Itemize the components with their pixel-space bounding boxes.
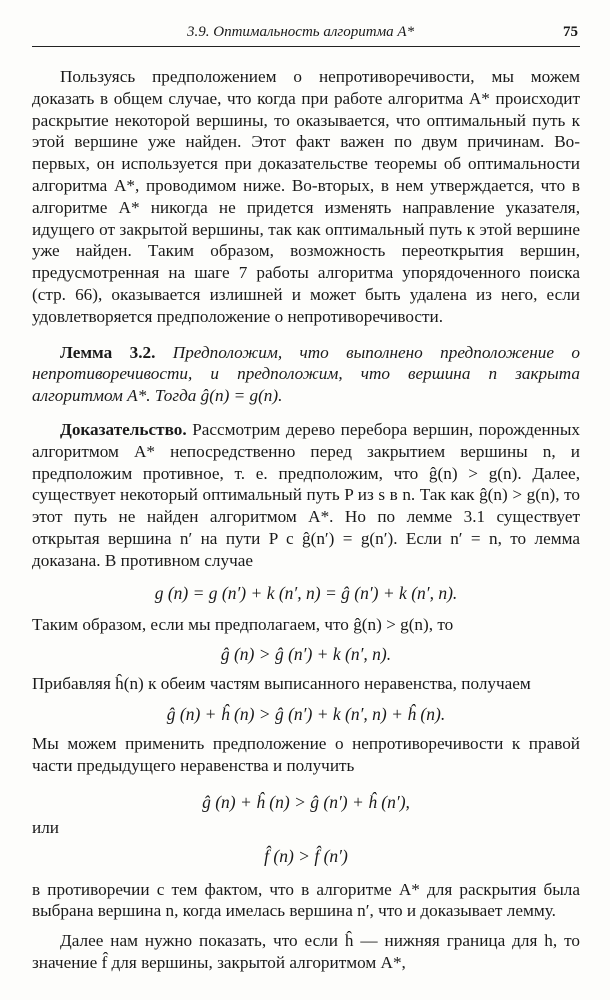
text-apply-consistency: Мы можем применить предположение о непротиворечивости к правой части предыдущего неравенства и получить — [32, 734, 580, 775]
page-number: 75 — [563, 24, 578, 40]
proof-label: Доказательство. — [60, 419, 187, 439]
text-or: или — [32, 817, 59, 837]
lemma-statement: Предположим, что выполнено предположение о непротиворечивости, и предположим, что вершина n закрыта алгоритмом A*. Тогда ĝ(n) = g(n). — [32, 342, 580, 406]
equation-4: ĝ (n) + ĥ (n) > ĝ (n′) + ĥ (n′), — [202, 791, 410, 812]
equation-5: f̂ (n) > f̂ (n′) — [264, 845, 348, 866]
equation-1: g (n) = g (n′) + k (n′, n) = ĝ (n′) + k (n′, n). — [154, 582, 458, 603]
text-next-step: Далее нам нужно показать, что если ĥ — нижняя граница для h, то значение f̂ для вершины, закрытой алгоритмом A*, — [32, 931, 580, 972]
proof-text: Рассмотрим дерево перебора вершин, порожденных алгоритмом A* непосредственно перед закрытием вершины n, и предположим противное, т. е. предположим, что ĝ(n) > g(n). Далее, существует некоторый оптимальный путь P из s в n. Так как ĝ(n) > g(n), то этот путь не найден алгоритмом A*. Но по лемме 3.1 существует открытая вершина n′ на пути P с ĝ(n′) = g(n′). Если n′ = n, то лемма доказана. В противном случае — [32, 419, 580, 570]
lemma-3-2 — [32, 342, 580, 407]
text-contradiction: в противоречии с тем фактом, что в алгоритме A* для раскрытия была выбрана вершина n, когда имелась вершина n′, что и доказывает лемму. — [32, 879, 580, 921]
running-header — [32, 24, 580, 47]
equation-3: ĝ (n) + ĥ (n) > ĝ (n′) + k (n′, n) + ĥ (n). — [166, 704, 446, 725]
equation-2: ĝ (n) > ĝ (n′) + k (n′, n). — [220, 644, 392, 665]
text-adding-h: Прибавляя ĥ(n) к обеим частям выписанного неравенства, получаем — [32, 674, 531, 694]
paragraph-intro: Пользуясь предположением о непротиворечивости, мы можем доказать в общем случае, что когда при работе алгоритма A* происходит раскрытие некоторой вершины, то оказывается, что оптимальный путь к этой вершине уже найден. Этот факт важен по двум причинам. Во-первых, он используется при доказательстве теоремы об оптимальности алгоритма A*, проводимом ниже. Во-вторых, в нем утверждается, что в алгоритме A* никогда не придется изменять направление указателя, идущего от закрытой вершины, так как оптимальный путь к этой вершине уже найден. Таким образом, возможность переоткрытия вершин, предусмотренная на шаге 7 работы алгоритма упорядоченного поиска (стр. 66), оказывается излишней и может быть удалена из него, если удовлетворяется предположение о непротиворечивости. — [32, 67, 580, 326]
text-assumption: Таким образом, если мы предполагаем, что ĝ(n) > g(n), то — [32, 614, 454, 634]
running-header-title: 3.9. Оптимальность алгоритма A* — [187, 24, 415, 40]
proof-paragraph — [32, 419, 580, 572]
page-body — [32, 66, 580, 974]
lemma-label: Лемма 3.2. — [60, 342, 156, 362]
